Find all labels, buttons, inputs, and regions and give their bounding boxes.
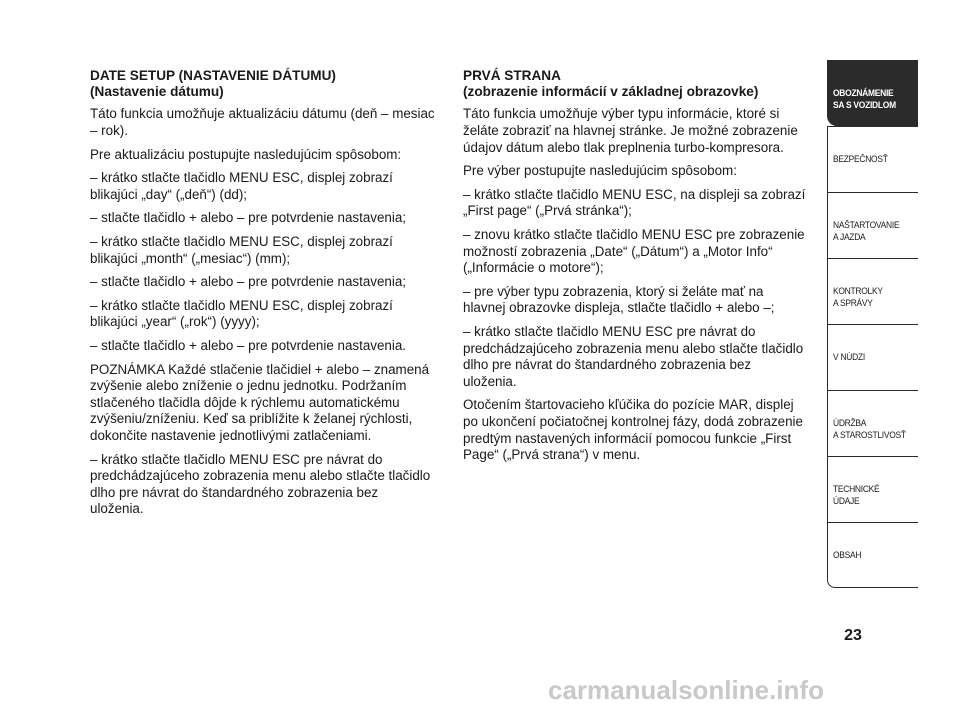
- tab-v-nudzi[interactable]: [827, 324, 918, 390]
- chapter-tabs: [827, 60, 918, 588]
- paragraph: – krátko stlačte tlačidlo MENU ESC pre návrat do predchádzajúceho zobrazenia menu alebo stlačte tlačidlo dlho pre návrat do štandardného zobrazenia bez uloženia.: [90, 451, 431, 517]
- note-paragraph: POZNÁMKA Každé stlačenie tlačidiel + alebo – znamená zvýšenie alebo zníženie o jednu jednotku. Podržaním stlačeného tlačidla dôjde k rýchlemu automatickému zvýšeniu/zníženiu. Keď sa priblížite k želanej rýchlosti, dokončite nastavenie jednotlivými zatlačeniami.: [90, 361, 430, 443]
- tab-obsah[interactable]: [827, 522, 918, 588]
- tab-label: NAŠTARTOVANIE A JAZDA: [833, 220, 900, 243]
- paragraph: Otočením štartovacieho kľúčika do pozície MAR, displej po ukončení počiatočnej kontrolnej fázy, dodá zobrazenie predtým nastavených informácií pomocou funkcie „First Page“ („Prvá strana“) v menu.: [463, 397, 803, 463]
- paragraph: – pre výber typu zobrazenia, ktorý si želáte mať na hlavnej obrazovke displeja, stlačte tlačidlo + alebo –;: [463, 283, 775, 316]
- paragraph: – znovu krátko stlačte tlačidlo MENU ESC pre zobrazenie možností zobrazenia „Date“ („Dátum“) a „Motor Info“ („Informácie o motore“);: [463, 226, 805, 276]
- paragraph: – krátko stlačte tlačidlo MENU ESC pre návrat do predchádzajúceho zobrazenia menu alebo stlačte tlačidlo dlho pre návrat do štandardného zobrazenia bez uloženia.: [463, 323, 804, 389]
- section-heading-date-setup: DATE SETUP (NASTAVENIE DÁTUMU) (Nastavenie dátumu): [90, 68, 336, 100]
- paragraph: – stlačte tlačidlo + alebo – pre potvrdenie nastavenia.: [90, 337, 407, 353]
- paragraph: – stlačte tlačidlo + alebo – pre potvrdenie nastavenia;: [90, 274, 407, 290]
- paragraph: – krátko stlačte tlačidlo MENU ESC, displej zobrazí blikajúci „year“ („rok“) (yyyy);: [90, 297, 393, 330]
- tab-label: BEZPEČNOSŤ: [833, 154, 888, 165]
- tab-label: ÚDRŽBA A STAROSTLIVOSŤ: [833, 418, 906, 441]
- paragraph: Táto funkcia umožňuje výber typu informácie, ktoré si želáte zobraziť na hlavnej stránke. Je možné zobrazenie údajov dátum alebo tlak preplnenia turbo-kompresora.: [463, 106, 798, 155]
- tab-nastartovanie[interactable]: [827, 192, 918, 258]
- paragraph: Pre aktualizáciu postupujte nasledujúcim spôsobom:: [90, 146, 402, 162]
- tab-label: KONTROLKY A SPRÁVY: [833, 286, 883, 309]
- paragraph: – krátko stlačte tlačidlo MENU ESC, displej zobrazí blikajúci „day“ („deň“) (dd);: [90, 170, 393, 202]
- tab-bezpecnost[interactable]: [827, 126, 918, 192]
- watermark: carmanualsonline.info: [548, 675, 824, 705]
- page-number: 23: [844, 627, 862, 644]
- tab-kontrolky[interactable]: [827, 258, 918, 324]
- tab-label: OBSAH: [833, 550, 862, 561]
- tab-label: V NÚDZI: [833, 352, 865, 363]
- tab-label: OBOZNÁMENIE SA S VOZIDLOM: [833, 88, 896, 111]
- tab-label: TECHNICKÉ ÚDAJE: [833, 484, 880, 507]
- paragraph: Pre výber postupujte nasledujúcim spôsobom:: [463, 163, 737, 179]
- section-heading-first-page: PRVÁ STRANA (zobrazenie informácií v základnej obrazovke): [463, 68, 759, 100]
- tab-technicke-udaje[interactable]: [827, 456, 918, 522]
- right-column: [463, 68, 808, 471]
- paragraph: – stlačte tlačidlo + alebo – pre potvrdenie nastavenia;: [90, 210, 407, 226]
- tab-oboznamenie[interactable]: [827, 60, 918, 126]
- tab-udrzba[interactable]: [827, 390, 918, 456]
- paragraph: – krátko stlačte tlačidlo MENU ESC, na displeji sa zobrazí „First page“ („Prvá stránka“);: [463, 186, 806, 219]
- paragraph: Táto funkcia umožňuje aktualizáciu dátumu (deň – mesiac – rok).: [90, 106, 435, 138]
- left-column: [90, 68, 435, 525]
- paragraph: – krátko stlačte tlačidlo MENU ESC, displej zobrazí blikajúci „month“ („mesiac“) (mm);: [90, 233, 393, 266]
